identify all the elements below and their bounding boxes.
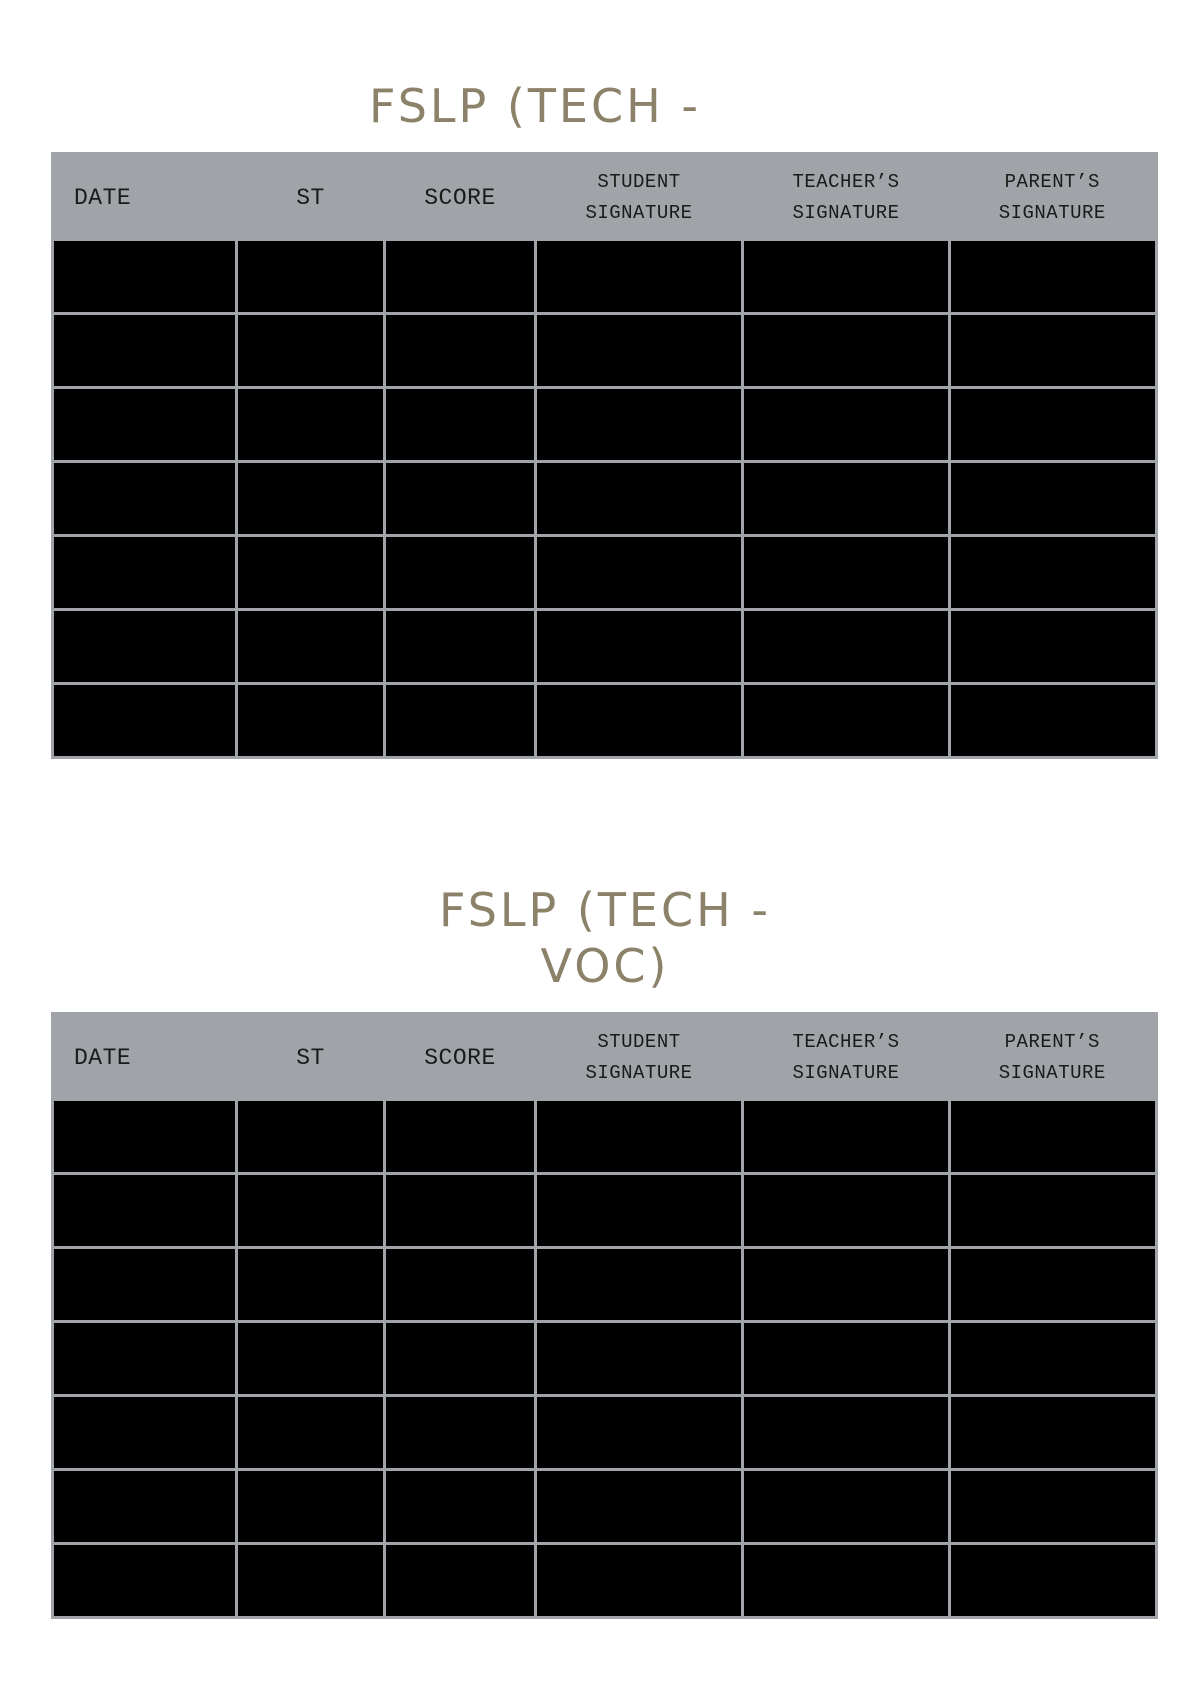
blank-cell: [237, 1470, 385, 1544]
blank-cell: [385, 1174, 536, 1248]
table-row: [53, 610, 1157, 684]
blank-cell: [385, 1248, 536, 1322]
column-header-line: SIGNATURE: [792, 202, 900, 224]
blank-cell: [53, 241, 237, 314]
column-header-parent-signature: [950, 1014, 1157, 1102]
blank-cell: [536, 1101, 743, 1174]
blank-cell: [53, 1544, 237, 1618]
blank-cell: [237, 314, 385, 388]
column-header-score: SCORE: [385, 154, 536, 242]
column-header-line: PARENT’S: [1004, 1031, 1100, 1053]
column-header-parent-signature: [950, 154, 1157, 242]
blank-cell: [950, 1322, 1157, 1396]
column-header-st: ST: [237, 154, 385, 242]
blank-cell: [536, 1544, 743, 1618]
blank-cell: [385, 1322, 536, 1396]
blank-cell: [950, 610, 1157, 684]
blank-cell: [743, 1544, 950, 1618]
blank-cell: [743, 1101, 950, 1174]
column-header-date: DATE: [53, 154, 237, 242]
blank-cell: [743, 684, 950, 758]
column-header-line: SIGNATURE: [585, 202, 693, 224]
table-row: [53, 241, 1157, 314]
blank-cell: [743, 1248, 950, 1322]
blank-cell: [53, 1322, 237, 1396]
blank-cell: [385, 314, 536, 388]
column-header-line: TEACHER’S: [792, 1031, 900, 1053]
column-header-line: STUDENT: [597, 1031, 681, 1053]
column-header-student-signature: [536, 1014, 743, 1102]
blank-cell: [950, 1101, 1157, 1174]
blank-cell: [950, 684, 1157, 758]
blank-cell: [237, 1174, 385, 1248]
blank-cell: [237, 1544, 385, 1618]
table-row: [53, 1470, 1157, 1544]
column-header-line: TEACHER’S: [792, 171, 900, 193]
blank-cell: [385, 1544, 536, 1618]
column-header-line: STUDENT: [597, 171, 681, 193]
blank-cell: [237, 388, 385, 462]
blank-cell: [536, 684, 743, 758]
blank-cell: [536, 1248, 743, 1322]
blank-cell: [53, 684, 237, 758]
blank-cell: [385, 1396, 536, 1470]
blank-cell: [950, 536, 1157, 610]
blank-cell: [950, 241, 1157, 314]
blank-cell: [237, 1248, 385, 1322]
blank-cell: [950, 1174, 1157, 1248]
blank-cell: [950, 462, 1157, 536]
blank-cell: [743, 1396, 950, 1470]
blank-cell: [536, 1174, 743, 1248]
table-row: [53, 1322, 1157, 1396]
blank-cell: [237, 241, 385, 314]
table-row: [53, 1396, 1157, 1470]
log-table: [51, 1012, 1158, 1619]
blank-cell: [237, 1101, 385, 1174]
blank-cell: [743, 1322, 950, 1396]
blank-cell: [53, 1101, 237, 1174]
column-header-line: SIGNATURE: [998, 1062, 1106, 1084]
blank-cell: [53, 1174, 237, 1248]
table-row: [53, 1544, 1157, 1618]
blank-cell: [385, 241, 536, 314]
table-row: [53, 1248, 1157, 1322]
blank-cell: [950, 388, 1157, 462]
column-header-teacher-signature: [743, 154, 950, 242]
table-body: [53, 241, 1157, 758]
column-header-score: SCORE: [385, 1014, 536, 1102]
blank-cell: [385, 1101, 536, 1174]
blank-cell: [53, 1396, 237, 1470]
blank-cell: [536, 1470, 743, 1544]
section-title-line: VOC): [540, 939, 670, 993]
blank-cell: [53, 1470, 237, 1544]
blank-cell: [536, 462, 743, 536]
column-header-teacher-signature: [743, 1014, 950, 1102]
blank-cell: [950, 1470, 1157, 1544]
column-header-st: ST: [237, 1014, 385, 1102]
table-body: [53, 1101, 1157, 1618]
table-row: [53, 462, 1157, 536]
blank-cell: [950, 1248, 1157, 1322]
blank-cell: [53, 610, 237, 684]
table-row: [53, 1101, 1157, 1174]
table-header-row: [53, 1014, 1157, 1102]
blank-cell: [237, 610, 385, 684]
blank-cell: [237, 1322, 385, 1396]
table-header-row: [53, 154, 1157, 242]
blank-cell: [743, 1174, 950, 1248]
blank-cell: [536, 314, 743, 388]
blank-cell: [743, 1470, 950, 1544]
blank-cell: [743, 314, 950, 388]
blank-cell: [950, 1544, 1157, 1618]
blank-cell: [536, 241, 743, 314]
column-header-line: SIGNATURE: [792, 1062, 900, 1084]
blank-cell: [536, 1396, 743, 1470]
blank-cell: [237, 536, 385, 610]
blank-cell: [743, 388, 950, 462]
section-title: FSLP (TECH -: [369, 79, 701, 133]
blank-cell: [743, 536, 950, 610]
table-row: [53, 314, 1157, 388]
blank-cell: [743, 610, 950, 684]
column-header-line: SIGNATURE: [585, 1062, 693, 1084]
blank-cell: [536, 1322, 743, 1396]
blank-cell: [536, 388, 743, 462]
blank-cell: [385, 536, 536, 610]
column-header-line: PARENT’S: [1004, 171, 1100, 193]
log-table: [51, 152, 1158, 759]
blank-cell: [53, 388, 237, 462]
blank-cell: [385, 684, 536, 758]
blank-cell: [743, 241, 950, 314]
blank-cell: [385, 462, 536, 536]
table-row: [53, 388, 1157, 462]
table-row: [53, 536, 1157, 610]
blank-cell: [385, 610, 536, 684]
blank-cell: [237, 684, 385, 758]
blank-cell: [237, 462, 385, 536]
section-title: [380, 882, 830, 994]
blank-cell: [950, 1396, 1157, 1470]
column-header-line: SIGNATURE: [998, 202, 1106, 224]
blank-cell: [53, 1248, 237, 1322]
blank-cell: [950, 314, 1157, 388]
blank-cell: [385, 388, 536, 462]
column-header-date: DATE: [53, 1014, 237, 1102]
section-title-line: FSLP (TECH -: [439, 883, 771, 937]
column-header-student-signature: [536, 154, 743, 242]
blank-cell: [53, 462, 237, 536]
blank-cell: [743, 462, 950, 536]
table-row: [53, 1174, 1157, 1248]
blank-cell: [536, 610, 743, 684]
blank-cell: [237, 1396, 385, 1470]
blank-cell: [536, 536, 743, 610]
table-row: [53, 684, 1157, 758]
blank-cell: [385, 1470, 536, 1544]
blank-cell: [53, 536, 237, 610]
blank-cell: [53, 314, 237, 388]
